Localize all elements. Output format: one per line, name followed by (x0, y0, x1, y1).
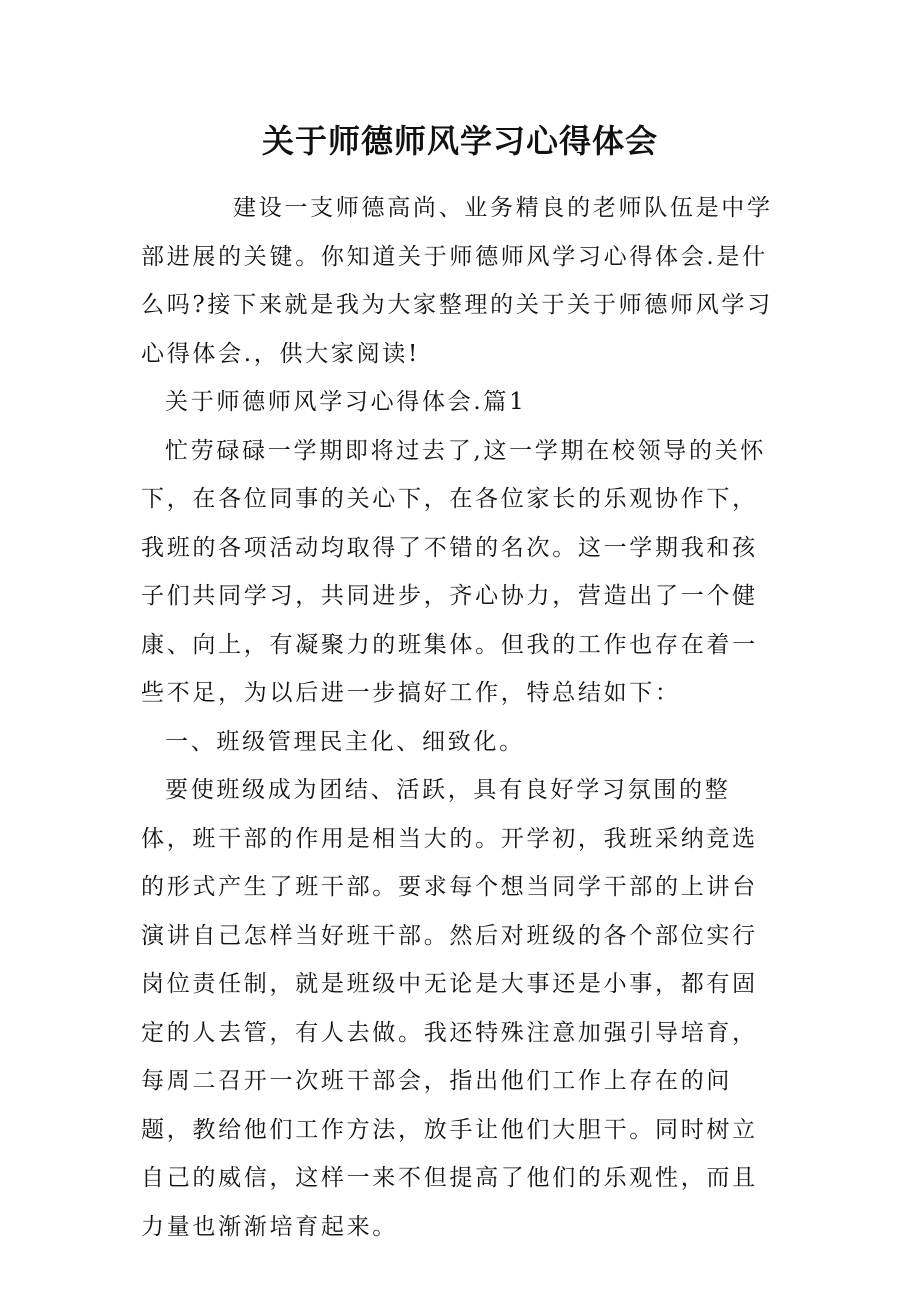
section-heading-1: 一、班级管理民主化、细致化。 (165, 728, 525, 755)
document-body (141, 184, 781, 1251)
body-paragraph-1: 忙劳碌碌一学期即将过去了,这一学期在校领导的关怀下，在各位同事的关心下，在各位家长的乐观协作下，我班的各项活动均取得了不错的名次。这一学期我和孩子们共同学习，共同进步，齐心协力，营造出了一个健康、向上，有凝聚力的班集体。但我的工作也存在着一些不足，为以后进一步搞好工作，特总结如下： (141, 437, 767, 706)
body-paragraph-2: 要使班级成为团结、活跃，具有良好学习氛围的整体，班干部的作用是相当大的。开学初，我班采纳竞选的形式产生了班干部。要求每个想当同学干部的上讲台演讲自己怎样当好班干部。然后对班级的各个部位实行岗位责任制，就是班级中无论是大事还是小事，都有固定的人去管，有人去做。我还特殊注意加强引导培育，每周二召开一次班干部会，指出他们工作上存在的问题，教给他们工作方法，放手让他们大胆干。同时树立自己的威信，这样一来不但提高了他们的乐观性，而且力量也渐渐培育起来。 (141, 777, 758, 1240)
intro-paragraph: 建设一支师德高尚、业务精良的老师队伍是中学部进展的关键。你知道关于师德师风学习心得体会.是什么吗?接下来就是我为大家整理的关于关于师德师风学习心得体会.，供大家阅读! (141, 195, 773, 367)
section-title: 关于师德师风学习心得体会.篇1 (165, 389, 527, 415)
document-title: 关于师德师风学习心得体会 (261, 122, 658, 160)
